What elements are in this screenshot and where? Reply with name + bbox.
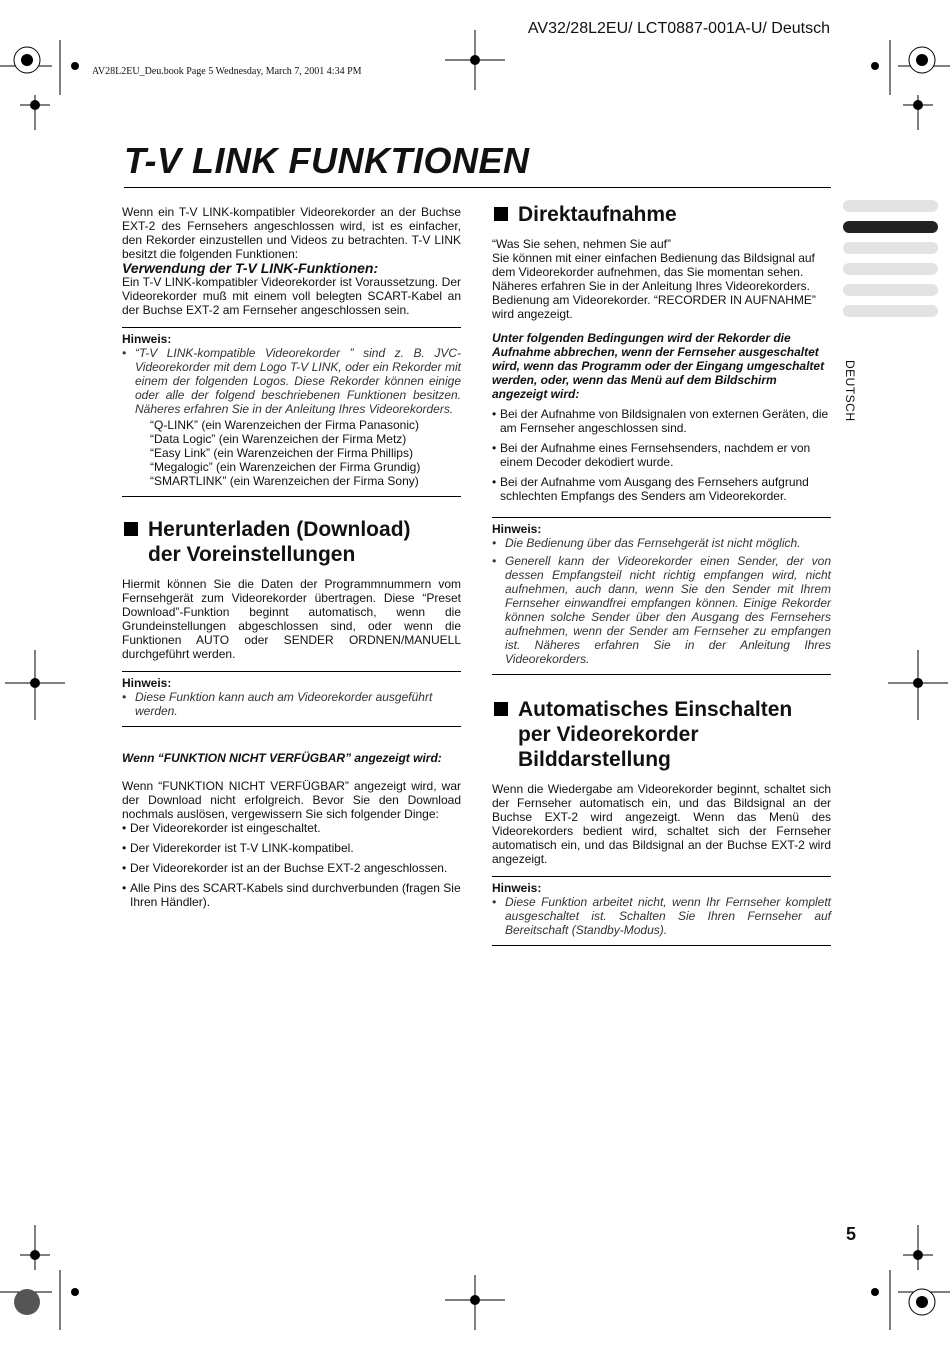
language-tab-active bbox=[843, 221, 938, 233]
intro-paragraph: Wenn ein T-V LINK-kompatibler Videorekorder an der Buchse EXT-2 des Fernsehers angeschlossen wird, ist es einfacher, den Rekorder einzustellen und Videos zu betrachten. T-V LINK besitzt die folgenden Funktionen: bbox=[122, 205, 461, 261]
logo-item: “Easy Link” (ein Warenzeichen der Firma Phillips) bbox=[150, 446, 413, 460]
list-item: • Alle Pins des SCART-Kabels sind durchverbunden (fragen Sie Ihren Händler). bbox=[122, 881, 461, 909]
list-item: • Bei der Aufnahme vom Ausgang des Fernsehers aufgrund schlechten Empfangs des Senders am Videorekorder. bbox=[492, 475, 831, 503]
logo-list bbox=[150, 418, 461, 488]
title-rule bbox=[124, 187, 831, 188]
list-item: • Der Viderekorder ist T-V LINK-kompatibel. bbox=[122, 841, 461, 855]
logo-item: “Megalogic” (ein Warenzeichen der Firma Grundig) bbox=[150, 460, 421, 474]
usage-heading: Verwendung der T-V LINK-Funktionen: bbox=[122, 260, 379, 276]
note-item: • “T-V LINK-kompatible Videorekorder ” sind z. B. JVC-Videorekorder mit dem Logo T-V LINK, oder ein Rekorder mit einem der folgenden Logos. Diese Rekorder können einige oder alle der folgend beschriebenen Funktionen besitzen. Näheres erfahren Sie in der Anleitung Ihres Videorekorders. bbox=[122, 346, 461, 416]
language-tab bbox=[843, 200, 938, 212]
direct-heading: Direktaufnahme bbox=[492, 202, 831, 227]
unavailable-paragraph: Wenn “FUNKTION NICHT VERFÜGBAR” angezeigt wird, war der Download nicht erfolgreich. Bevor Sie den Download nochmals auslösen, vergewissern Sie sich folgender Dinge: bbox=[122, 779, 461, 821]
note-box bbox=[492, 517, 831, 675]
note-text: Die Bedienung über das Fernsehgerät ist nicht möglich. bbox=[505, 536, 801, 550]
language-tab bbox=[843, 305, 938, 317]
direct-paragraph: Sie können mit einer einfachen Bedienung das Bildsignal auf dem Videorekorder aufnehmen, das Sie momentan sehen. Näheres erfahren Sie in der Anleitung Ihres Videorekorders. Bedienung am Videorekorder. “RECORDER IN AUFNAHME” wird angezeigt. bbox=[492, 251, 816, 321]
language-tab bbox=[843, 242, 938, 254]
list-item: • Bei der Aufnahme von Bildsignalen von externen Geräten, die am Fernseher angeschlossen sind. bbox=[492, 407, 831, 435]
list-item: • Der Videorekorder ist eingeschaltet. bbox=[122, 821, 461, 835]
page-title: T-V LINK FUNKTIONEN bbox=[124, 140, 530, 181]
left-column bbox=[122, 205, 461, 909]
language-tab bbox=[843, 284, 938, 296]
note-box bbox=[122, 327, 461, 497]
note-box bbox=[122, 671, 461, 727]
note-item: • Die Bedienung über das Fernsehgerät ist nicht möglich. bbox=[492, 536, 801, 550]
auto-paragraph: Wenn die Wiedergabe am Videorekorder beginnt, schaltet sich der Fernseher automatisch ein, und das Bildsignal an der Buchse EXT-2 wird angezeigt. Wenn das Menü des Videorekorders bedient wird, schaltet sich der Fernseher automatisch ein, und das Bildsignal an der Buchse EXT-2 wird angezeigt. bbox=[492, 782, 831, 866]
logo-item: “Q-LINK” (ein Warenzeichen der Firma Panasonic) bbox=[150, 418, 419, 432]
list-item: • Bei der Aufnahme eines Fernsehsenders, nachdem er von einem Decoder dekodiert wurde. bbox=[492, 441, 831, 469]
conditions-paragraph: Unter folgenden Bedingungen wird der Rekorder die Aufnahme abbrechen, wenn der Fernseher ausgeschaltet wird, wenn das Programm oder der Eingang umgeschaltet werden, oder, wenn das Menü auf dem Bildschirm angezeigt wird: bbox=[492, 331, 825, 401]
note-text: “T-V LINK-kompatible Videorekorder ” sind z. B. JVC-Videorekorder mit dem Logo T-V LINK, oder ein Rekorder mit einem der folgenden Logos. Diese Rekorder können einige oder alle der folgend beschriebenen Funktionen besitzen. Näheres erfahren Sie in der Anleitung Ihres Videorekorders. bbox=[135, 346, 461, 416]
page-number: 5 bbox=[846, 1224, 857, 1244]
checklist bbox=[122, 821, 461, 909]
book-info-line: AV28L2EU_Deu.book Page 5 Wednesday, March 7, 2001 4:34 PM bbox=[92, 66, 362, 77]
language-label: DEUTSCH bbox=[843, 360, 857, 422]
section-square-icon bbox=[494, 207, 508, 221]
note-item: • Diese Funktion kann auch am Videorekorder ausgeführt werden. bbox=[122, 690, 461, 718]
section-square-icon bbox=[124, 522, 138, 536]
document-id: AV32/28L2EU/ LCT0887-001A-U/ Deutsch bbox=[527, 20, 830, 37]
note-label: Hinweis: bbox=[492, 522, 542, 536]
direct-quote: “Was Sie sehen, nehmen Sie auf” bbox=[492, 237, 671, 251]
right-column bbox=[492, 202, 831, 946]
unavailable-heading: Wenn “FUNKTION NICHT VERFÜGBAR” angezeigt wird: bbox=[122, 751, 442, 765]
note-text: Diese Funktion kann auch am Videorekorder ausgeführt werden. bbox=[135, 690, 433, 718]
section-square-icon bbox=[494, 702, 508, 716]
logo-item: “Data Logic” (ein Warenzeichen der Firma Metz) bbox=[150, 432, 407, 446]
language-tab bbox=[843, 263, 938, 275]
note-item: • Generell kann der Videorekorder einen Sender, der von dessen Empfangsteil nicht richtig empfangen wird, nicht aufnehmen, auch dann, wenn Sie den Sender mit Ihrem Fernseher einwandfrei empfangen können. Einige Rekorder können solche Sender über den Ausgang des Fernsehers aufnehmen, wenn der Sender am Fernseher zu empfangen ist. Näheres erfahren Sie in der Anleitung Ihres Videorekorders. bbox=[492, 554, 831, 666]
note-label: Hinweis: bbox=[492, 881, 542, 895]
list-item: • Der Videorekorder ist an der Buchse EXT-2 angeschlossen. bbox=[122, 861, 461, 875]
note-box bbox=[492, 876, 831, 946]
usage-paragraph: Ein T-V LINK-kompatibler Videorekorder ist Voraussetzung. Der Videorekorder muß mit einem voll belegten SCART-Kabel an der Buchse EXT-2 am Fernseher angeschlossen sein. bbox=[122, 275, 461, 317]
language-tabs bbox=[843, 200, 938, 326]
logo-item: “SMARTLINK” (ein Warenzeichen der Firma Sony) bbox=[150, 474, 419, 488]
note-label: Hinweis: bbox=[122, 332, 172, 346]
conditions-list bbox=[492, 407, 831, 503]
note-text: Generell kann der Videorekorder einen Sender, der von dessen Empfangsteil nicht richtig empfangen wird, nicht aufnehmen, auch dann, wenn Sie den Sender mit Ihrem Fernseher einwandfrei empfangen können. Einige Rekorder können solche Sender über den Ausgang des Fernsehers aufnehmen, wenn der Sender am Fernseher zu empfangen ist. Näheres erfahren Sie in der Anleitung Ihres Videorekorders. bbox=[505, 554, 831, 666]
note-item: • Diese Funktion arbeitet nicht, wenn Ihr Fernseher komplett ausgeschaltet ist. Schalten Sie Ihren Fernseher auf Bereitschaft (Standby-Modus). bbox=[492, 895, 831, 937]
download-paragraph: Hiermit können Sie die Daten der Programmnummern vom Fernsehgerät zum Videorekorder übertragen. Diese “Preset Download”-Funktion beginnt automatisch, wenn die Grundeinstellungen abgeschlossen sind, oder wenn die Funktionen AUTO oder SENDER ORDNEN/MANUELL durchgeführt werden. bbox=[122, 577, 461, 661]
download-heading: Herunterladen (Download) der Voreinstellungen bbox=[122, 517, 461, 567]
auto-heading: Automatisches Einschalten per Videorekorder Bilddarstellung bbox=[492, 697, 831, 772]
note-label: Hinweis: bbox=[122, 676, 172, 690]
note-text: Diese Funktion arbeitet nicht, wenn Ihr Fernseher komplett ausgeschaltet ist. Schalten Sie Ihren Fernseher auf Bereitschaft (Standby-Modus). bbox=[505, 895, 831, 937]
